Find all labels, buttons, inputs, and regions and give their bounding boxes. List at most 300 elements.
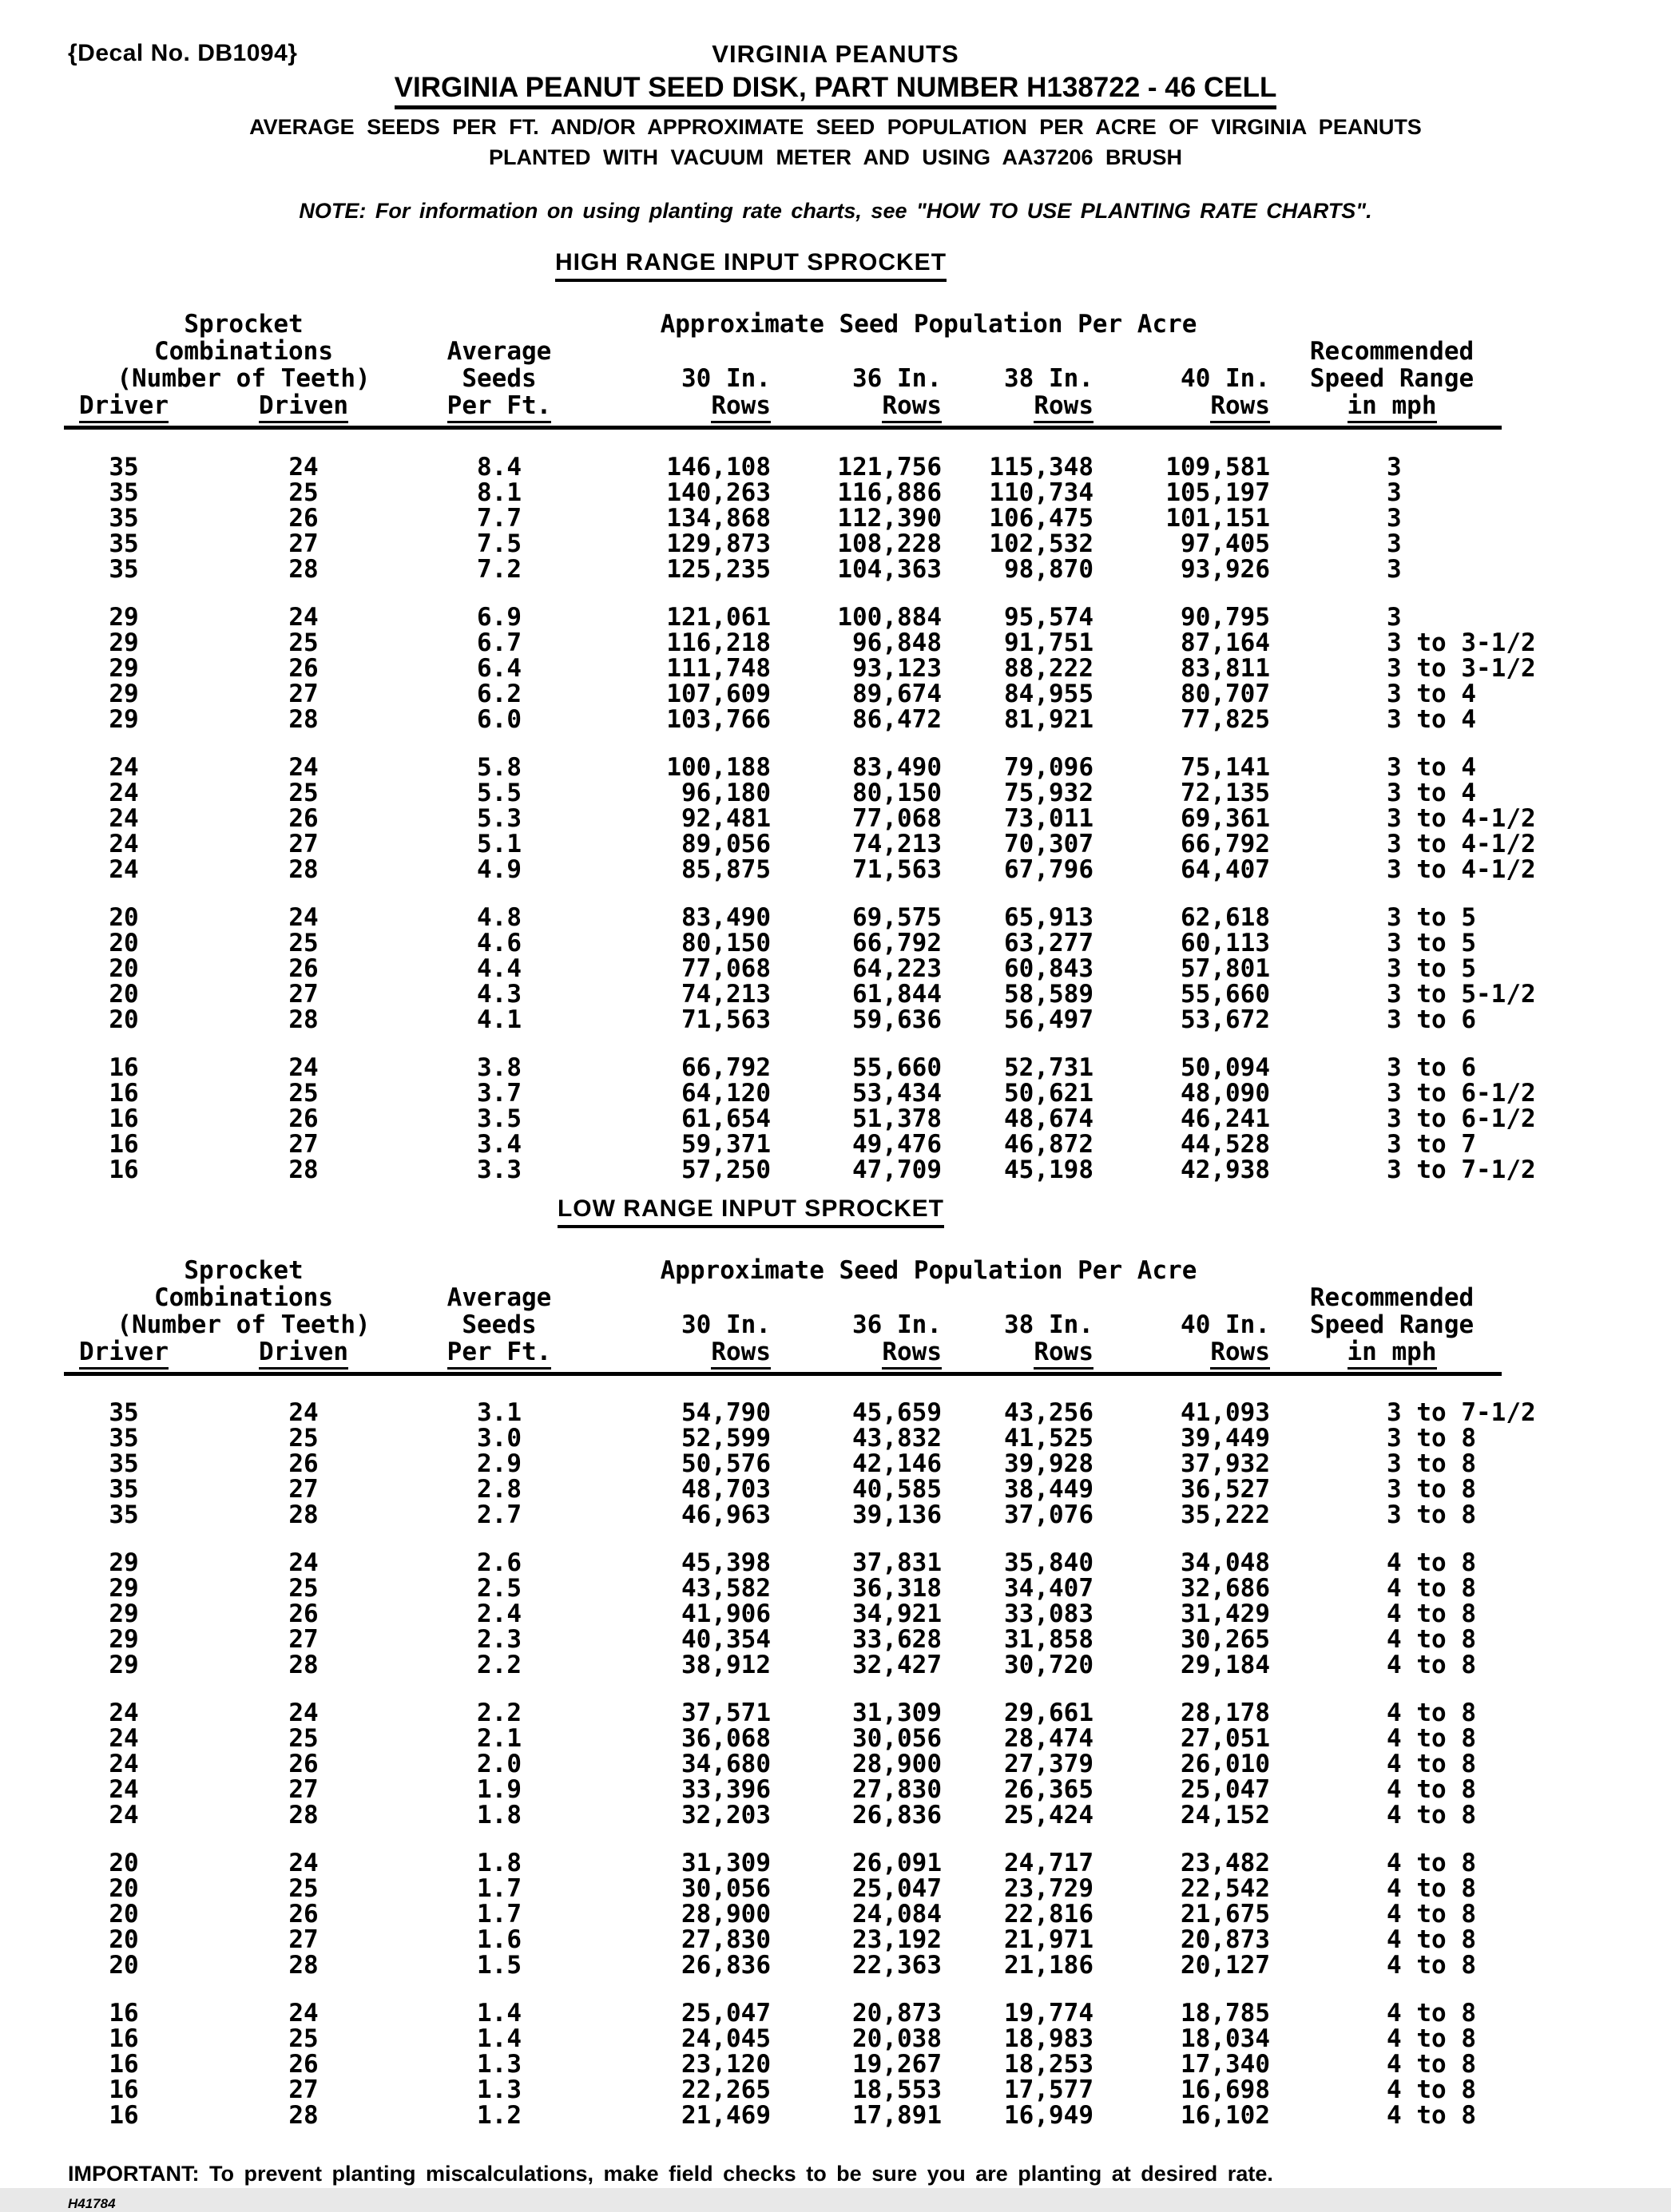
- table-row: [64, 956, 1502, 981]
- table-cell: 3 to 5-1/2: [1387, 979, 1536, 1009]
- table-cell: 27: [288, 2075, 319, 2104]
- table-cell: 16: [109, 1104, 139, 1133]
- table-row: [64, 1400, 1502, 1425]
- table-cell: 56,497: [1004, 1005, 1093, 1034]
- table-row: [64, 806, 1502, 831]
- table-cell: 16,102: [1181, 2101, 1271, 2130]
- table-cell: 2.7: [477, 1500, 522, 1529]
- table-cell: 111,748: [666, 653, 771, 683]
- table-cell: 36,068: [681, 1724, 771, 1753]
- table-row: [64, 1952, 1502, 1978]
- table-cell: 57,250: [681, 1155, 771, 1184]
- table-cell: 4 to 8: [1387, 1724, 1476, 1753]
- table-cell: 98,870: [1004, 554, 1093, 584]
- table-cell: 21,469: [681, 2101, 771, 2130]
- table-cell: 3 to 6: [1387, 1005, 1476, 1034]
- block-spacer: [64, 1828, 1502, 1850]
- table-cell: 140,263: [666, 478, 771, 507]
- header-row-4: [64, 392, 1502, 428]
- table-cell: 77,068: [681, 953, 771, 983]
- table-cell: 4 to 8: [1387, 1574, 1476, 1603]
- table-cell: 1.9: [477, 1775, 522, 1804]
- table-cell: 21,971: [1004, 1925, 1093, 1954]
- table-cell: 17,891: [852, 2101, 942, 2130]
- col-header-driven: Driven: [259, 391, 348, 423]
- table-cell: 3 to 3-1/2: [1387, 628, 1536, 657]
- table-cell: 2.3: [477, 1625, 522, 1654]
- table-cell: 41,093: [1181, 1398, 1271, 1427]
- table-cell: 23,729: [1004, 1874, 1093, 1903]
- table-cell: 19,267: [852, 2050, 942, 2079]
- table-cell: 30,056: [852, 1724, 942, 1753]
- table-cell: 125,235: [666, 554, 771, 584]
- table-row: [64, 454, 1502, 480]
- table-cell: 93,926: [1181, 554, 1271, 584]
- header-row-3: [64, 365, 1502, 392]
- table-cell: 1.2: [477, 2101, 522, 2130]
- table-cell: 16: [109, 2075, 139, 2104]
- col-header-38in: 38 In.: [1004, 1310, 1093, 1339]
- table-cell: 3.3: [477, 1155, 522, 1184]
- table-cell: 20: [109, 1005, 139, 1034]
- table-cell: 28: [288, 1005, 319, 1034]
- col-header-seeds: Seeds: [462, 1310, 537, 1339]
- table-cell: 22,265: [681, 2075, 771, 2104]
- col-header-per-ft: Per Ft.: [447, 391, 552, 423]
- table-row: [64, 2026, 1502, 2051]
- table-cell: 58,589: [1004, 979, 1093, 1009]
- table-cell: 37,932: [1181, 1449, 1271, 1478]
- table-cell: 83,811: [1181, 653, 1271, 683]
- table-cell: 32,427: [852, 1651, 942, 1679]
- table-cell: 20,873: [852, 1999, 942, 2028]
- col-header-driver: Driver: [79, 391, 169, 423]
- low-range-title: LOW RANGE INPUT SPROCKET: [558, 1195, 944, 1228]
- table-cell: 1.3: [477, 2075, 522, 2104]
- table-cell: 29: [109, 679, 139, 708]
- table-cell: 31,309: [852, 1699, 942, 1727]
- table-cell: 55,660: [852, 1052, 942, 1082]
- table-row: [64, 505, 1502, 531]
- table-cell: 4.8: [477, 902, 522, 932]
- table-cell: 5.8: [477, 752, 522, 782]
- table-cell: 26,836: [681, 1951, 771, 1980]
- table-cell: 116,886: [837, 478, 942, 507]
- table-cell: 28: [288, 1951, 319, 1980]
- table-cell: 27,830: [681, 1925, 771, 1954]
- table-cell: 47,709: [852, 1155, 942, 1184]
- subtitle-row: [0, 72, 1671, 109]
- table-cell: 35: [109, 478, 139, 507]
- table-cell: 90,795: [1181, 602, 1271, 632]
- table-cell: 3 to 3-1/2: [1387, 653, 1536, 683]
- col-header-rows: Rows: [882, 391, 942, 423]
- col-header-36in: 36 In.: [852, 364, 942, 393]
- table-cell: 26,365: [1004, 1775, 1093, 1804]
- col-header-teeth: (Number of Teeth): [117, 1310, 371, 1339]
- table-cell: 107,609: [666, 679, 771, 708]
- table-cell: 106,475: [989, 503, 1093, 533]
- table-cell: 61,654: [681, 1104, 771, 1133]
- table-cell: 41,906: [681, 1600, 771, 1628]
- table-cell: 53,434: [852, 1078, 942, 1108]
- table-cell: 2.8: [477, 1475, 522, 1504]
- block-spacer: [64, 1033, 1502, 1055]
- table-cell: 43,832: [852, 1424, 942, 1453]
- table-cell: 27,830: [852, 1775, 942, 1804]
- table-cell: 28,900: [852, 1750, 942, 1778]
- table-row: [64, 2051, 1502, 2077]
- table-cell: 100,188: [666, 752, 771, 782]
- table-cell: 4 to 8: [1387, 1750, 1476, 1778]
- table-cell: 3: [1387, 503, 1402, 533]
- table-cell: 27: [288, 1129, 319, 1159]
- table-cell: 3 to 8: [1387, 1424, 1476, 1453]
- col-header-teeth: (Number of Teeth): [117, 364, 371, 393]
- col-header-38in: 38 In.: [1004, 364, 1093, 393]
- col-header-sprocket: Sprocket: [184, 310, 304, 339]
- table-cell: 45,398: [681, 1548, 771, 1577]
- table-cell: 1.6: [477, 1925, 522, 1954]
- lead-spacer: [64, 1374, 1502, 1400]
- table-cell: 6.0: [477, 704, 522, 734]
- table-cell: 3 to 5: [1387, 928, 1476, 957]
- table-cell: 24: [109, 854, 139, 884]
- table-cell: 7.2: [477, 554, 522, 584]
- table-cell: 112,390: [837, 503, 942, 533]
- table-cell: 4 to 8: [1387, 1651, 1476, 1679]
- table-cell: 35,840: [1004, 1548, 1093, 1577]
- table-cell: 95,574: [1004, 602, 1093, 632]
- table-cell: 26: [288, 1750, 319, 1778]
- table-cell: 7.7: [477, 503, 522, 533]
- table-cell: 54,790: [681, 1398, 771, 1427]
- table-row: [64, 831, 1502, 857]
- table-cell: 25,047: [681, 1999, 771, 2028]
- table-cell: 91,751: [1004, 628, 1093, 657]
- table-row: [64, 2077, 1502, 2103]
- table-cell: 4 to 8: [1387, 1900, 1476, 1929]
- table-cell: 67,796: [1004, 854, 1093, 884]
- low-range-title-row: [0, 1195, 1502, 1228]
- table-cell: 34,407: [1004, 1574, 1093, 1603]
- table-row: [64, 1726, 1502, 1751]
- table-cell: 36,527: [1181, 1475, 1271, 1504]
- table-cell: 16: [109, 1999, 139, 2028]
- table-cell: 27: [288, 829, 319, 858]
- table-cell: 74,213: [852, 829, 942, 858]
- table-cell: 50,621: [1004, 1078, 1093, 1108]
- table-cell: 83,490: [852, 752, 942, 782]
- table-cell: 64,407: [1181, 854, 1271, 884]
- block-spacer: [64, 1528, 1502, 1550]
- table-cell: 5.1: [477, 829, 522, 858]
- table-row: [64, 1451, 1502, 1477]
- table-row: [64, 1007, 1502, 1033]
- table-cell: 20: [109, 1874, 139, 1903]
- table-cell: 20: [109, 928, 139, 957]
- table-cell: 24: [288, 452, 319, 482]
- table-row: [64, 1777, 1502, 1802]
- table-cell: 69,361: [1181, 803, 1271, 833]
- table-cell: 30,720: [1004, 1651, 1093, 1679]
- table-cell: 7.5: [477, 529, 522, 558]
- header-row-2: [64, 338, 1502, 365]
- col-header-36in: 36 In.: [852, 1310, 942, 1339]
- table-cell: 5.5: [477, 778, 522, 807]
- table-cell: 3.0: [477, 1424, 522, 1453]
- table-cell: 35: [109, 503, 139, 533]
- table-cell: 35: [109, 529, 139, 558]
- table-cell: 45,659: [852, 1398, 942, 1427]
- table-cell: 29: [109, 1625, 139, 1654]
- table-row: [64, 605, 1502, 630]
- col-header-driven: Driven: [259, 1338, 348, 1370]
- table-cell: 52,599: [681, 1424, 771, 1453]
- table-cell: 2.0: [477, 1750, 522, 1778]
- table-cell: 28: [288, 1155, 319, 1184]
- table-cell: 43,256: [1004, 1398, 1093, 1427]
- table-cell: 39,449: [1181, 1424, 1271, 1453]
- low-range-table: [64, 1255, 1536, 2130]
- table-cell: 3 to 6-1/2: [1387, 1104, 1536, 1133]
- table-cell: 4 to 8: [1387, 1951, 1476, 1980]
- table-cell: 31,429: [1181, 1600, 1271, 1628]
- table-cell: 24: [109, 1699, 139, 1727]
- table-cell: 89,056: [681, 829, 771, 858]
- table-cell: 3.7: [477, 1078, 522, 1108]
- table-cell: 27: [288, 529, 319, 558]
- table-cell: 3: [1387, 602, 1402, 632]
- table-cell: 16: [109, 1052, 139, 1082]
- table-cell: 35: [109, 1398, 139, 1427]
- table-cell: 24: [109, 1775, 139, 1804]
- table-row: [64, 2000, 1502, 2026]
- table-cell: 2.5: [477, 1574, 522, 1603]
- high-range-table-header: [64, 311, 1502, 428]
- table-cell: 20,127: [1181, 1951, 1271, 1980]
- col-header-rows: Rows: [1034, 391, 1093, 423]
- table-cell: 48,674: [1004, 1104, 1093, 1133]
- table-cell: 3 to 4-1/2: [1387, 829, 1536, 858]
- table-cell: 6.9: [477, 602, 522, 632]
- table-cell: 29,661: [1004, 1699, 1093, 1727]
- table-cell: 25: [288, 1724, 319, 1753]
- table-cell: 20,873: [1181, 1925, 1271, 1954]
- table-cell: 26: [288, 2050, 319, 2079]
- table-cell: 27: [288, 1475, 319, 1504]
- table-cell: 33,396: [681, 1775, 771, 1804]
- table-cell: 70,307: [1004, 829, 1093, 858]
- col-header-combinations: Combinations: [154, 337, 333, 366]
- note-text: NOTE: For information on using planting rate charts, see "HOW TO USE PLANTING RATE CHARTS".: [299, 199, 1372, 223]
- table-cell: 49,476: [852, 1129, 942, 1159]
- table-cell: 20,038: [852, 2024, 942, 2053]
- table-cell: 42,938: [1181, 1155, 1271, 1184]
- table-cell: 4 to 8: [1387, 1849, 1476, 1877]
- table-cell: 16: [109, 2050, 139, 2079]
- table-cell: 32,686: [1181, 1574, 1271, 1603]
- table-cell: 3 to 4: [1387, 778, 1476, 807]
- table-cell: 40,585: [852, 1475, 942, 1504]
- col-header-pop-per-acre: Approximate Seed Population Per Acre: [660, 1255, 1197, 1285]
- table-cell: 29: [109, 1651, 139, 1679]
- table-row: [64, 1157, 1502, 1183]
- table-cell: 35: [109, 452, 139, 482]
- table-cell: 73,011: [1004, 803, 1093, 833]
- table-cell: 17,577: [1004, 2075, 1093, 2104]
- col-header-recommended: Recommended: [1309, 1282, 1475, 1312]
- table-cell: 38,449: [1004, 1475, 1093, 1504]
- table-cell: 16: [109, 1155, 139, 1184]
- table-cell: 26: [288, 503, 319, 533]
- table-cell: 6.2: [477, 679, 522, 708]
- col-header-30in: 30 In.: [681, 364, 771, 393]
- table-cell: 25,047: [1181, 1775, 1271, 1804]
- table-cell: 4.9: [477, 854, 522, 884]
- table-cell: 5.3: [477, 803, 522, 833]
- table-cell: 103,766: [666, 704, 771, 734]
- table-cell: 21,675: [1181, 1900, 1271, 1929]
- table-row: [64, 780, 1502, 806]
- table-cell: 29,184: [1181, 1651, 1271, 1679]
- table-cell: 28: [288, 1801, 319, 1829]
- block-spacer: [64, 882, 1502, 905]
- table-row: [64, 1601, 1502, 1627]
- table-cell: 101,151: [1165, 503, 1271, 533]
- col-header-rows: Rows: [1210, 391, 1270, 423]
- table-cell: 100,884: [837, 602, 942, 632]
- table-cell: 24: [288, 1548, 319, 1577]
- table-row: [64, 480, 1502, 505]
- table-cell: 1.8: [477, 1801, 522, 1829]
- table-cell: 16: [109, 1078, 139, 1108]
- table-cell: 25: [288, 478, 319, 507]
- header-row-1: [64, 1257, 1502, 1284]
- table-cell: 22,816: [1004, 1900, 1093, 1929]
- table-row: [64, 1876, 1502, 1901]
- col-header-average: Average: [447, 1282, 552, 1312]
- table-cell: 4 to 8: [1387, 2024, 1476, 2053]
- table-cell: 24: [288, 1398, 319, 1427]
- table-cell: 46,241: [1181, 1104, 1271, 1133]
- table-cell: 4 to 8: [1387, 1801, 1476, 1829]
- table-cell: 75,932: [1004, 778, 1093, 807]
- table-cell: 93,123: [852, 653, 942, 683]
- table-cell: 3 to 7-1/2: [1387, 1155, 1536, 1184]
- table-cell: 121,756: [837, 452, 942, 482]
- form-number: H41784: [68, 2196, 116, 2211]
- table-cell: 3 to 8: [1387, 1500, 1476, 1529]
- block-spacer: [64, 732, 1502, 755]
- table-cell: 25: [288, 2024, 319, 2053]
- table-cell: 20: [109, 979, 139, 1009]
- table-cell: 6.4: [477, 653, 522, 683]
- table-cell: 25: [288, 1424, 319, 1453]
- table-cell: 40,354: [681, 1625, 771, 1654]
- col-header-40in: 40 In.: [1181, 364, 1271, 393]
- table-cell: 72,135: [1181, 778, 1271, 807]
- table-cell: 16: [109, 2101, 139, 2130]
- header-row-3: [64, 1311, 1502, 1338]
- table-row: [64, 1850, 1502, 1876]
- low-range-table-body: [64, 1374, 1536, 2130]
- table-cell: 104,363: [837, 554, 942, 584]
- table-cell: 27: [288, 679, 319, 708]
- high-range-table-body: [64, 428, 1536, 1184]
- table-cell: 59,371: [681, 1129, 771, 1159]
- table-row: [64, 1132, 1502, 1157]
- table-cell: 53,672: [1181, 1005, 1271, 1034]
- table-cell: 35: [109, 1424, 139, 1453]
- table-row: [64, 1700, 1502, 1726]
- table-cell: 3 to 4-1/2: [1387, 854, 1536, 884]
- col-header-rows: Rows: [1210, 1338, 1270, 1370]
- table-cell: 27: [288, 1925, 319, 1954]
- col-header-driver: Driver: [79, 1338, 169, 1370]
- table-cell: 45,198: [1004, 1155, 1093, 1184]
- table-cell: 28: [288, 704, 319, 734]
- table-cell: 26: [288, 1600, 319, 1628]
- table-cell: 4.6: [477, 928, 522, 957]
- table-cell: 3.4: [477, 1129, 522, 1159]
- table-cell: 26: [288, 1900, 319, 1929]
- table-cell: 29: [109, 704, 139, 734]
- table-cell: 48,703: [681, 1475, 771, 1504]
- table-cell: 24: [109, 1724, 139, 1753]
- table-cell: 26: [288, 1449, 319, 1478]
- table-cell: 24: [109, 803, 139, 833]
- table-cell: 24,045: [681, 2024, 771, 2053]
- description-line-1: AVERAGE SEEDS PER FT. AND/OR APPROXIMATE SEED POPULATION PER ACRE OF VIRGINIA PEANUTS: [249, 115, 1422, 139]
- table-cell: 32,203: [681, 1801, 771, 1829]
- table-cell: 31,858: [1004, 1625, 1093, 1654]
- table-row: [64, 630, 1502, 656]
- table-cell: 102,532: [989, 529, 1093, 558]
- table-cell: 35: [109, 554, 139, 584]
- table-cell: 31,309: [681, 1849, 771, 1877]
- col-header-recommended: Recommended: [1309, 337, 1475, 366]
- table-cell: 3: [1387, 554, 1402, 584]
- table-row: [64, 1927, 1502, 1952]
- table-cell: 1.4: [477, 2024, 522, 2053]
- table-cell: 4 to 8: [1387, 1600, 1476, 1628]
- table-cell: 60,843: [1004, 953, 1093, 983]
- table-cell: 4 to 8: [1387, 1699, 1476, 1727]
- table-cell: 23,482: [1181, 1849, 1271, 1877]
- table-cell: 24: [109, 1801, 139, 1829]
- col-header-in-mph: in mph: [1348, 391, 1437, 423]
- table-cell: 27: [288, 979, 319, 1009]
- page-title: VIRGINIA PEANUTS: [712, 40, 959, 68]
- table-cell: 18,553: [852, 2075, 942, 2104]
- table-cell: 4 to 8: [1387, 1999, 1476, 2028]
- table-cell: 92,481: [681, 803, 771, 833]
- table-cell: 28,900: [681, 1900, 771, 1929]
- col-header-per-ft: Per Ft.: [447, 1338, 552, 1370]
- table-cell: 3 to 6-1/2: [1387, 1078, 1536, 1108]
- table-cell: 64,223: [852, 953, 942, 983]
- table-cell: 29: [109, 1600, 139, 1628]
- table-cell: 28,474: [1004, 1724, 1093, 1753]
- table-cell: 20: [109, 1951, 139, 1980]
- table-cell: 28: [288, 554, 319, 584]
- table-cell: 38,912: [681, 1651, 771, 1679]
- table-cell: 109,581: [1165, 452, 1271, 482]
- table-cell: 88,222: [1004, 653, 1093, 683]
- table-cell: 29: [109, 628, 139, 657]
- table-cell: 43,582: [681, 1574, 771, 1603]
